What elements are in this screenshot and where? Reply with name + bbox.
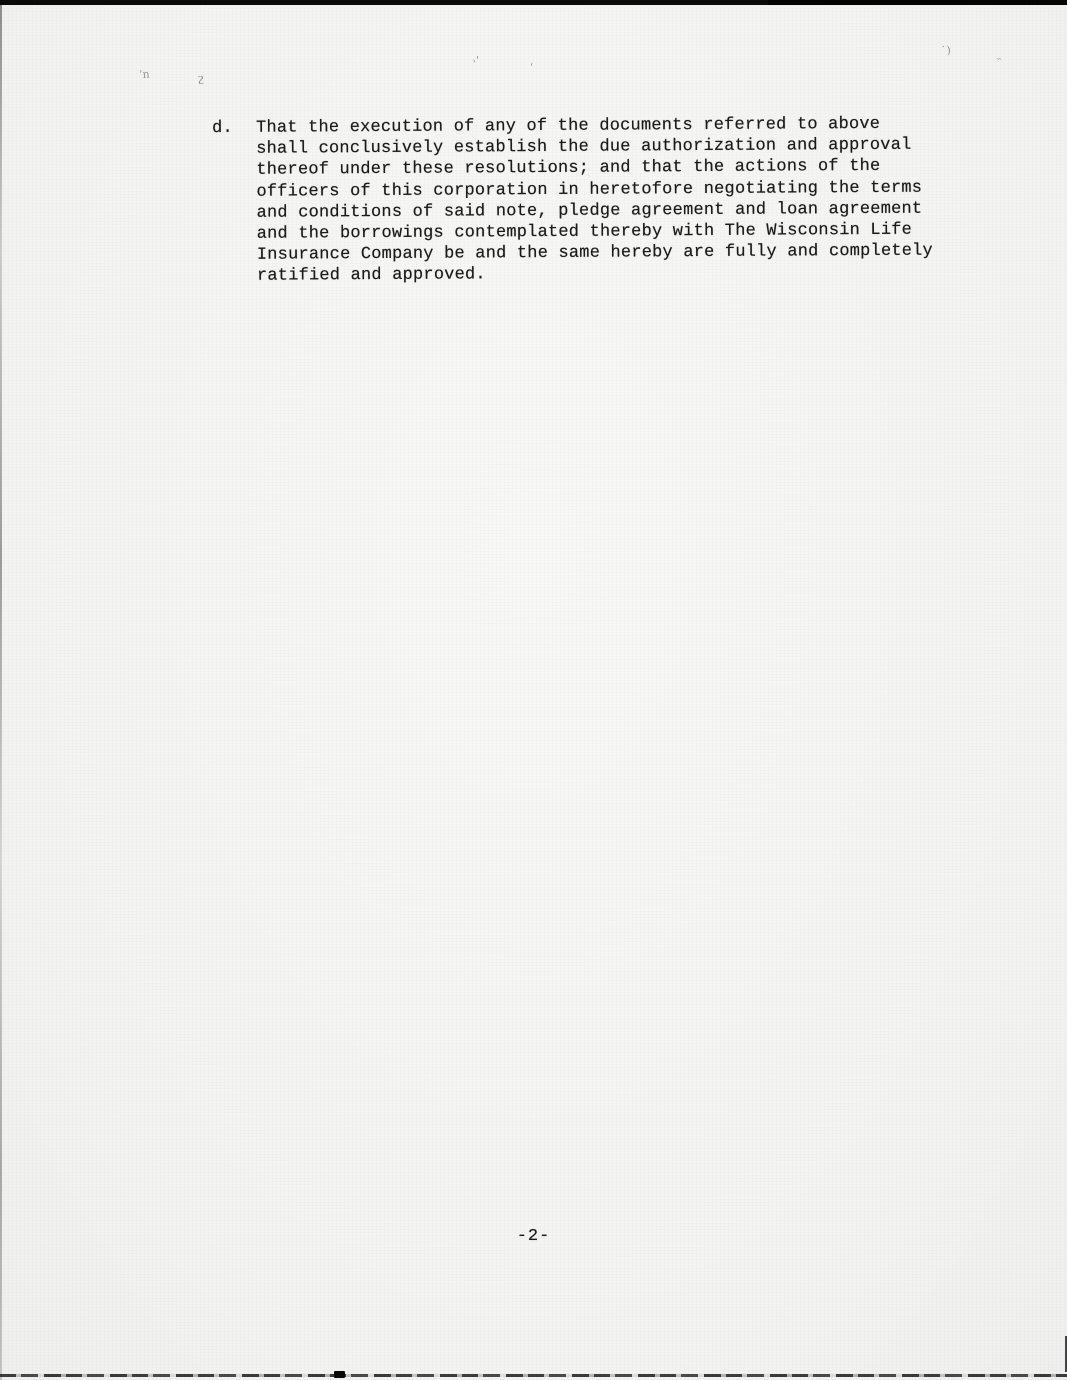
- scan-edge-left-streak: [0, 5, 2, 1380]
- scan-speck: ᴤ: [197, 73, 205, 88]
- scan-speck: ʼn: [138, 67, 151, 82]
- scan-edge-top-band: [0, 0, 1067, 5]
- scan-speck: ʻ: [529, 60, 535, 75]
- resolution-paragraph-d: [212, 114, 933, 288]
- scan-speck: ˒ʹ: [472, 54, 481, 69]
- paragraph-text: That the execution of any of the documents referred to above shall conclusively establish the due authorization and approval thereof under these resolutions; and that the actions of the officers of this corporation in heretofore negotiating the terms and conditions of said note, pledge agreement and loan agreement and the borrowings contemplated thereby with The Wisconsin Life Insurance Company be and the same hereby are fully and completely ratified and approved.: [256, 114, 933, 287]
- page-number: -2-: [516, 1227, 551, 1246]
- scan-speck: ˵: [996, 50, 1002, 65]
- scan-edge-bottom-blob: [334, 1371, 345, 1378]
- paragraph-label: d.: [212, 118, 233, 138]
- scan-speck: ˙): [940, 43, 952, 58]
- scan-edge-bottom-line: [0, 1374, 1067, 1377]
